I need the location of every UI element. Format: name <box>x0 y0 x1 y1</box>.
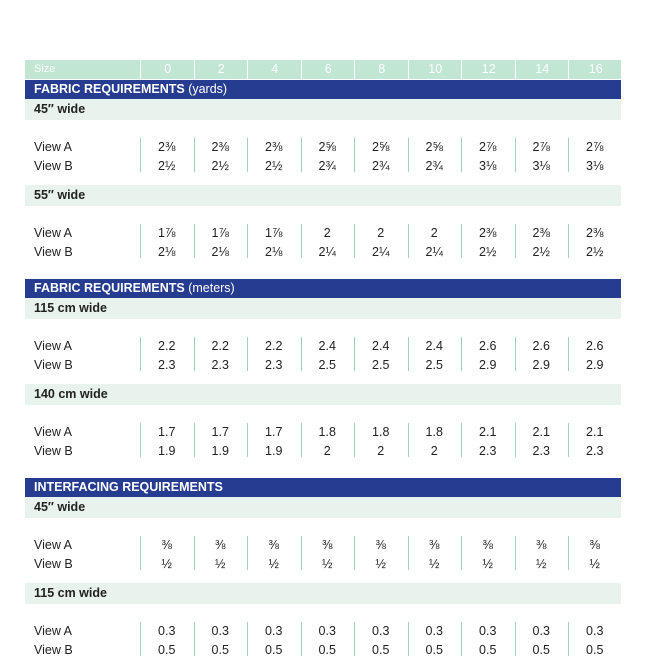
yardage-value: 2⅛ <box>211 245 229 259</box>
yardage-value: 2 <box>377 444 385 458</box>
size-column-12 <box>461 136 515 176</box>
section-title: FABRIC REQUIREMENTS <box>34 82 185 96</box>
yardage-value: 3⅛ <box>479 159 497 173</box>
section-spacer <box>25 261 621 278</box>
section-unit: (meters) <box>188 281 235 295</box>
size-column-4 <box>247 136 301 176</box>
size-cell-16: 16 <box>568 60 623 79</box>
view-label: View A <box>34 425 72 439</box>
yardage-value: 2.1 <box>479 425 497 439</box>
yardage-value: 2.4 <box>372 339 390 353</box>
yardage-value: 2.6 <box>479 339 497 353</box>
yardage-value: 2.1 <box>532 425 550 439</box>
size-header-row <box>25 60 621 79</box>
size-column-8 <box>354 620 408 660</box>
width-spacer <box>25 374 621 384</box>
yardage-value: 1.7 <box>158 425 176 439</box>
size-column-16 <box>568 421 622 461</box>
fabric-width-header: 45″ wide <box>25 497 621 518</box>
fabric-width-header: 55″ wide <box>25 185 621 206</box>
size-cell-6: 6 <box>301 60 356 79</box>
yardage-value: 3⅛ <box>586 159 604 173</box>
yardage-value: 0.3 <box>158 624 176 638</box>
view-rows-block <box>25 206 621 261</box>
yardage-value: 2⅜ <box>265 140 283 154</box>
size-column-2 <box>194 534 248 574</box>
yardage-value: 1.9 <box>211 444 229 458</box>
view-label: View B <box>34 444 73 458</box>
size-column-4 <box>247 335 301 375</box>
fabric-width-header: 45″ wide <box>25 99 621 120</box>
size-column-6 <box>301 421 355 461</box>
yardage-value: 2⅝ <box>372 140 390 154</box>
yardage-value: 2⅞ <box>532 140 550 154</box>
yardage-value: ⅜ <box>536 538 547 552</box>
yardage-value: 0.3 <box>318 624 336 638</box>
width-spacer <box>25 175 621 185</box>
width-spacer <box>25 573 621 583</box>
size-label: Size <box>34 63 56 75</box>
size-column-10 <box>408 534 462 574</box>
view-rows-block <box>25 120 621 175</box>
yardage-value: 1⅞ <box>265 226 283 240</box>
size-column-0 <box>140 136 194 176</box>
yardage-value: ⅜ <box>268 538 279 552</box>
yardage-value: 2½ <box>532 245 550 259</box>
fabric-width-header: 115 cm wide <box>25 298 621 319</box>
view-label: View A <box>34 339 72 353</box>
yardage-value: ½ <box>589 557 600 571</box>
yardage-value: 0.5 <box>532 643 550 657</box>
size-column-4 <box>247 222 301 262</box>
size-column-2 <box>194 222 248 262</box>
size-column-0 <box>140 421 194 461</box>
yardage-value: 2¼ <box>318 245 336 259</box>
size-cell-12: 12 <box>461 60 516 79</box>
yardage-value: 2.6 <box>586 339 604 353</box>
size-column-2 <box>194 335 248 375</box>
size-column-12 <box>461 421 515 461</box>
size-column-10 <box>408 222 462 262</box>
section-title: FABRIC REQUIREMENTS <box>34 281 185 295</box>
yardage-value: 2.3 <box>158 358 176 372</box>
size-column-10 <box>408 421 462 461</box>
size-cell-10: 10 <box>408 60 463 79</box>
view-label: View B <box>34 643 73 657</box>
size-column-6 <box>301 534 355 574</box>
yardage-value: 2¾ <box>318 159 336 173</box>
size-column-16 <box>568 335 622 375</box>
size-cell-0: 0 <box>140 60 195 79</box>
section-unit: (yards) <box>188 82 228 96</box>
size-cell-8: 8 <box>354 60 409 79</box>
yardage-value: 2⅝ <box>425 140 443 154</box>
yardage-value: 2¾ <box>425 159 443 173</box>
size-column-0 <box>140 335 194 375</box>
yardage-value: 2.5 <box>372 358 390 372</box>
size-column-14 <box>515 620 569 660</box>
size-column-14 <box>515 335 569 375</box>
size-column-10 <box>408 335 462 375</box>
fabric-width-header: 140 cm wide <box>25 384 621 405</box>
yardage-value: 0.5 <box>265 643 283 657</box>
size-column-6 <box>301 620 355 660</box>
yardage-value: 1.8 <box>318 425 336 439</box>
size-cell-14: 14 <box>515 60 570 79</box>
yardage-value: 2.9 <box>479 358 497 372</box>
size-column-8 <box>354 534 408 574</box>
size-column-0 <box>140 222 194 262</box>
yardage-value: 2 <box>323 226 331 240</box>
view-rows-block <box>25 405 621 460</box>
size-column-16 <box>568 136 622 176</box>
yardage-value: 2⅜ <box>532 226 550 240</box>
yardage-value: 2⅜ <box>158 140 176 154</box>
size-column-10 <box>408 136 462 176</box>
yardage-value: 2⅜ <box>479 226 497 240</box>
yardage-value: 0.3 <box>211 624 229 638</box>
yardage-value: 0.5 <box>211 643 229 657</box>
yardage-value: 1⅞ <box>158 226 176 240</box>
yardage-value: 2 <box>377 226 385 240</box>
size-column-2 <box>194 136 248 176</box>
view-rows-block <box>25 604 621 659</box>
yardage-value: ½ <box>161 557 172 571</box>
yardage-value: 2⅝ <box>318 140 336 154</box>
size-column-2 <box>194 421 248 461</box>
yardage-value: 2.2 <box>265 339 283 353</box>
view-label: View A <box>34 538 72 552</box>
view-label: View B <box>34 245 73 259</box>
view-label: View B <box>34 358 73 372</box>
size-column-8 <box>354 222 408 262</box>
yardage-value: 2.3 <box>586 444 604 458</box>
yardage-value: 2½ <box>158 159 176 173</box>
fabric-width-header: 115 cm wide <box>25 583 621 604</box>
sections-container <box>25 80 621 659</box>
section-header <box>25 478 621 497</box>
size-column-14 <box>515 421 569 461</box>
yardage-value: 2.4 <box>425 339 443 353</box>
yardage-value: 0.3 <box>265 624 283 638</box>
yardage-value: 2⅜ <box>211 140 229 154</box>
size-column-12 <box>461 222 515 262</box>
yardage-value: 2.9 <box>532 358 550 372</box>
view-rows-block <box>25 319 621 374</box>
yardage-value: 2.9 <box>586 358 604 372</box>
size-column-8 <box>354 335 408 375</box>
yardage-value: ½ <box>375 557 386 571</box>
size-column-0 <box>140 620 194 660</box>
section-title: INTERFACING REQUIREMENTS <box>34 480 223 494</box>
yardage-value: 2¼ <box>425 245 443 259</box>
size-column-6 <box>301 222 355 262</box>
yardage-value: 0.5 <box>586 643 604 657</box>
yardage-value: ½ <box>482 557 493 571</box>
size-column-8 <box>354 136 408 176</box>
yardage-value: 2⅞ <box>586 140 604 154</box>
yardage-value: ½ <box>215 557 226 571</box>
yardage-value: 2⅛ <box>265 245 283 259</box>
yardage-value: 2⅜ <box>586 226 604 240</box>
yardage-value: ⅜ <box>322 538 333 552</box>
size-column-16 <box>568 620 622 660</box>
size-column-12 <box>461 620 515 660</box>
yardage-value: 1.8 <box>372 425 390 439</box>
yardage-value: 2.5 <box>425 358 443 372</box>
view-rows-block <box>25 518 621 573</box>
yardage-value: ⅜ <box>215 538 226 552</box>
yardage-value: 2½ <box>479 245 497 259</box>
yardage-value: ⅜ <box>161 538 172 552</box>
yardage-value: 2½ <box>265 159 283 173</box>
yardage-value: 0.3 <box>425 624 443 638</box>
yardage-value: 0.5 <box>158 643 176 657</box>
yardage-value: 2 <box>430 226 438 240</box>
yardage-value: 2¼ <box>372 245 390 259</box>
section-spacer <box>25 460 621 477</box>
yardage-value: ⅜ <box>589 538 600 552</box>
yardage-value: 2½ <box>211 159 229 173</box>
requirements-chart <box>25 60 621 659</box>
yardage-value: 2.2 <box>211 339 229 353</box>
size-column-2 <box>194 620 248 660</box>
yardage-value: 3⅛ <box>532 159 550 173</box>
yardage-value: 0.3 <box>532 624 550 638</box>
view-label: View A <box>34 140 72 154</box>
size-column-14 <box>515 136 569 176</box>
size-column-10 <box>408 620 462 660</box>
yardage-value: 2.5 <box>318 358 336 372</box>
yardage-value: 2⅞ <box>479 140 497 154</box>
yardage-value: ⅜ <box>375 538 386 552</box>
yardage-value: 2.3 <box>479 444 497 458</box>
yardage-value: 0.5 <box>425 643 443 657</box>
size-column-0 <box>140 534 194 574</box>
yardage-value: 1.9 <box>158 444 176 458</box>
yardage-value: 0.5 <box>318 643 336 657</box>
view-label: View B <box>34 159 73 173</box>
yardage-value: 1⅞ <box>211 226 229 240</box>
size-column-16 <box>568 534 622 574</box>
yardage-value: 2.4 <box>318 339 336 353</box>
yardage-value: ½ <box>268 557 279 571</box>
yardage-value: 2.3 <box>532 444 550 458</box>
yardage-value: ½ <box>536 557 547 571</box>
yardage-value: 2.1 <box>586 425 604 439</box>
yardage-value: 0.5 <box>372 643 390 657</box>
view-label: View A <box>34 624 72 638</box>
yardage-value: 0.3 <box>586 624 604 638</box>
size-column-4 <box>247 421 301 461</box>
yardage-value: 1.7 <box>211 425 229 439</box>
yardage-value: 0.3 <box>479 624 497 638</box>
section-header <box>25 80 621 99</box>
size-cell-4: 4 <box>247 60 302 79</box>
yardage-value: ⅜ <box>482 538 493 552</box>
yardage-value: ½ <box>322 557 333 571</box>
yardage-value: 1.8 <box>425 425 443 439</box>
size-cell-2: 2 <box>194 60 249 79</box>
size-column-16 <box>568 222 622 262</box>
yardage-value: 2.6 <box>532 339 550 353</box>
yardage-value: 0.3 <box>372 624 390 638</box>
size-column-14 <box>515 222 569 262</box>
size-column-6 <box>301 136 355 176</box>
size-column-8 <box>354 421 408 461</box>
yardage-value: 2½ <box>586 245 604 259</box>
size-column-4 <box>247 534 301 574</box>
yardage-value: 2¾ <box>372 159 390 173</box>
yardage-value: 1.9 <box>265 444 283 458</box>
yardage-value: 1.7 <box>265 425 283 439</box>
yardage-value: ½ <box>429 557 440 571</box>
size-column-12 <box>461 534 515 574</box>
yardage-value: 2⅛ <box>158 245 176 259</box>
size-column-4 <box>247 620 301 660</box>
size-column-12 <box>461 335 515 375</box>
view-label: View B <box>34 557 73 571</box>
size-column-6 <box>301 335 355 375</box>
size-column-14 <box>515 534 569 574</box>
yardage-value: 2.3 <box>265 358 283 372</box>
yardage-value: 2 <box>323 444 331 458</box>
yardage-value: 2 <box>430 444 438 458</box>
yardage-value: 0.5 <box>479 643 497 657</box>
section-header <box>25 279 621 298</box>
yardage-value: ⅜ <box>429 538 440 552</box>
yardage-value: 2.3 <box>211 358 229 372</box>
yardage-value: 2.2 <box>158 339 176 353</box>
view-label: View A <box>34 226 72 240</box>
